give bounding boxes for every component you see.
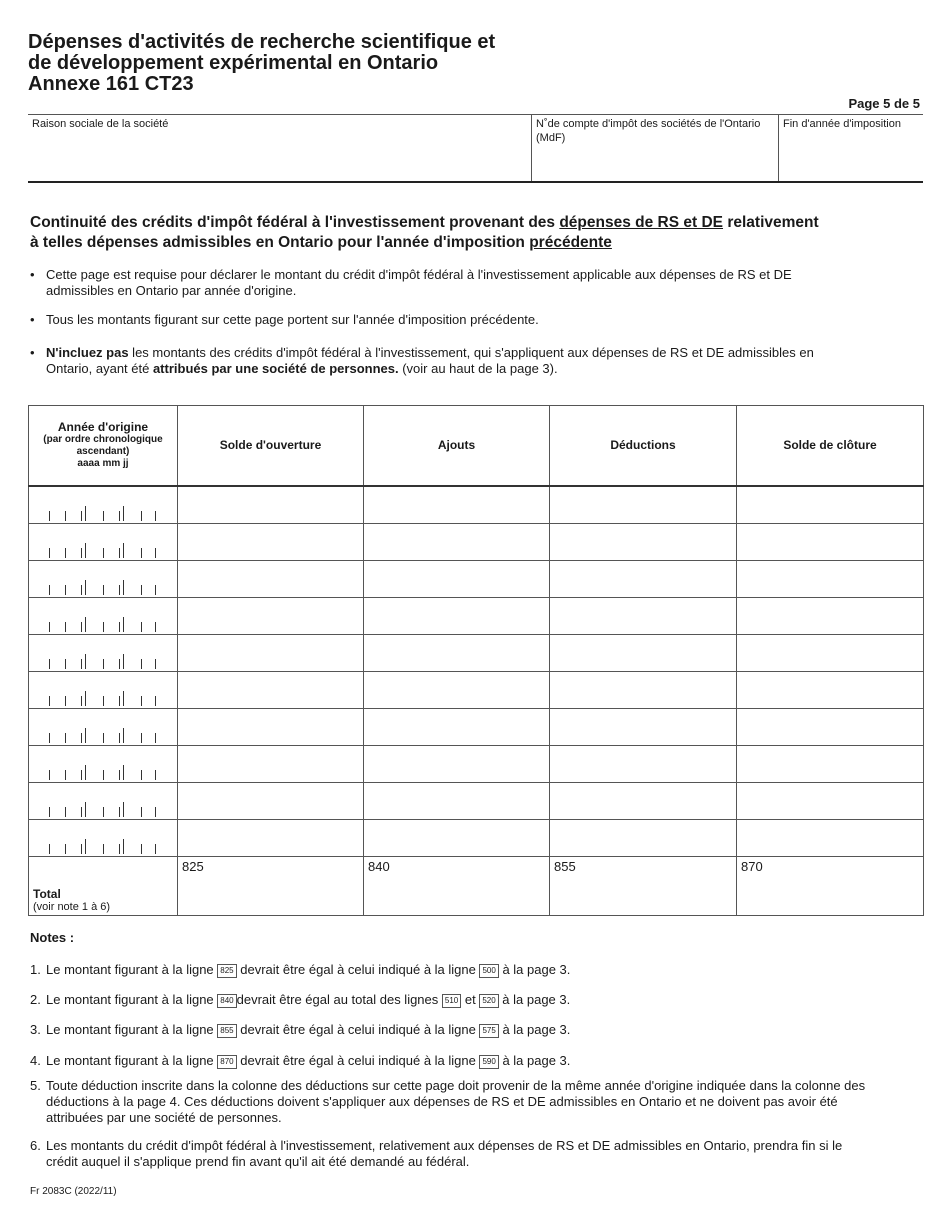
year-of-origin-cell[interactable]	[29, 560, 178, 597]
note-4-b: devrait être égal à celui indiqué à la ligne	[236, 1053, 480, 1068]
date-tick-marks	[29, 746, 177, 782]
date-tick	[49, 622, 50, 632]
deductions-cell[interactable]	[550, 560, 737, 597]
section-title-text-2: relativement à telles dépenses admissibles en Ontario pour l'année d'imposition	[30, 214, 819, 251]
table-row	[29, 819, 924, 856]
line-825: 825	[182, 858, 204, 874]
date-tick	[119, 770, 120, 780]
date-tick-marks	[29, 783, 177, 819]
instruction-3-bold-1: N'incluez pas	[46, 345, 129, 360]
note-2-c: et	[461, 992, 480, 1007]
line-ref-box: 590	[479, 1055, 498, 1069]
line-ref-box: 520	[479, 994, 498, 1008]
note-2-b: devrait être égal au total des lignes	[236, 992, 442, 1007]
closing-balance-cell[interactable]	[737, 745, 924, 782]
date-tick	[49, 585, 50, 595]
instruction-3-text-1: les montants des crédits d'impôt fédéral à l'investissement, qui s'appliquent aux dépenses de RS et DE admissibles en Ontario, ayant été	[46, 345, 814, 376]
instruction-3	[30, 345, 850, 377]
date-tick	[81, 659, 82, 669]
opening-balance-cell[interactable]	[178, 523, 364, 560]
date-tick	[119, 733, 120, 743]
table-row	[29, 523, 924, 560]
date-tick	[155, 585, 156, 595]
form-code: Fr 2083C (2022/11)	[30, 1186, 117, 1197]
closing-balance-cell[interactable]	[737, 597, 924, 634]
year-of-origin-cell[interactable]	[29, 486, 178, 524]
date-tick	[123, 691, 124, 706]
col-header-closing: Solde de clôture	[737, 406, 924, 486]
date-tick	[49, 770, 50, 780]
year-of-origin-cell[interactable]	[29, 523, 178, 560]
date-tick-marks	[29, 598, 177, 634]
date-tick	[103, 733, 104, 743]
opening-balance-cell[interactable]	[178, 560, 364, 597]
deductions-cell[interactable]	[550, 671, 737, 708]
year-of-origin-cell[interactable]	[29, 708, 178, 745]
date-tick	[65, 659, 66, 669]
note-4	[30, 1053, 870, 1069]
col-year-sub-2: ascendant)	[76, 445, 130, 457]
date-tick-marks	[29, 487, 177, 523]
date-tick-marks	[29, 820, 177, 856]
additions-cell[interactable]	[364, 597, 550, 634]
table-row	[29, 782, 924, 819]
section-title-text-1: Continuité des crédits d'impôt fédéral à l'investissement provenant des	[30, 214, 560, 231]
date-tick	[85, 765, 86, 780]
date-tick	[119, 696, 120, 706]
closing-balance-cell[interactable]	[737, 782, 924, 819]
section-title	[30, 213, 830, 253]
deductions-cell[interactable]	[550, 597, 737, 634]
line-ref-box: 840	[217, 994, 236, 1008]
deductions-cell[interactable]	[550, 819, 737, 856]
note-1-num: 1.	[30, 962, 41, 977]
date-tick	[49, 659, 50, 669]
opening-balance-cell[interactable]	[178, 782, 364, 819]
note-1-a: Le montant figurant à la ligne	[46, 962, 218, 977]
closing-balance-cell[interactable]	[737, 708, 924, 745]
date-tick	[155, 696, 156, 706]
year-of-origin-cell[interactable]	[29, 671, 178, 708]
table-row	[29, 597, 924, 634]
opening-balance-cell[interactable]	[178, 486, 364, 524]
corporation-name-field[interactable]: Raison sociale de la société	[32, 118, 169, 130]
date-tick	[65, 585, 66, 595]
additions-cell[interactable]	[364, 486, 550, 524]
date-tick	[119, 548, 120, 558]
date-tick	[81, 733, 82, 743]
date-tick	[123, 654, 124, 669]
year-of-origin-cell[interactable]	[29, 819, 178, 856]
additions-cell[interactable]	[364, 745, 550, 782]
date-tick	[119, 511, 120, 521]
date-tick	[155, 770, 156, 780]
date-tick	[65, 511, 66, 521]
date-tick-marks	[29, 635, 177, 671]
note-4-num: 4.	[30, 1053, 41, 1068]
date-tick	[141, 844, 142, 854]
date-tick	[119, 659, 120, 669]
date-tick	[81, 807, 82, 817]
date-tick	[123, 839, 124, 854]
table-row	[29, 745, 924, 782]
date-tick	[103, 770, 104, 780]
note-5-num: 5.	[30, 1078, 41, 1093]
instruction-2: • Tous les montants figurant sur cette page portent sur l'année d'imposition précédente.	[30, 312, 850, 328]
note-3-b: devrait être égal à celui indiqué à la ligne	[236, 1022, 480, 1037]
year-of-origin-cell[interactable]	[29, 745, 178, 782]
line-855: 855	[554, 858, 576, 874]
date-tick	[65, 807, 66, 817]
account-number-field[interactable]: N˚de compte d'impôt des sociétés de l'Ontario (MdF)	[531, 115, 778, 181]
opening-balance-cell[interactable]	[178, 634, 364, 671]
date-tick	[141, 733, 142, 743]
date-tick	[81, 585, 82, 595]
note-2-a: Le montant figurant à la ligne	[46, 992, 218, 1007]
date-tick	[81, 696, 82, 706]
date-tick	[65, 622, 66, 632]
total-deductions-855[interactable]	[550, 856, 737, 915]
additions-cell[interactable]	[364, 634, 550, 671]
date-tick	[103, 548, 104, 558]
date-tick	[85, 506, 86, 521]
additions-cell[interactable]	[364, 708, 550, 745]
date-tick	[123, 506, 124, 521]
page-number: Page 5 de 5	[848, 96, 920, 111]
note-3	[30, 1022, 870, 1038]
opening-balance-cell[interactable]	[178, 671, 364, 708]
title-line-1: Dépenses d'activités de recherche scientifique et	[28, 31, 496, 53]
date-tick	[103, 659, 104, 669]
date-tick	[49, 511, 50, 521]
table-row	[29, 560, 924, 597]
section-title-underline-1: dépenses de RS et DE	[559, 214, 724, 231]
note-6	[30, 1138, 870, 1170]
total-opening-825[interactable]	[178, 856, 364, 915]
closing-balance-cell[interactable]	[737, 671, 924, 708]
deductions-cell[interactable]	[550, 523, 737, 560]
col-year-sub-3: aaaa mm jj	[77, 457, 129, 469]
year-of-origin-cell[interactable]	[29, 634, 178, 671]
date-tick	[141, 511, 142, 521]
date-tick	[123, 580, 124, 595]
note-3-a: Le montant figurant à la ligne	[46, 1022, 218, 1037]
deductions-cell[interactable]	[550, 708, 737, 745]
col-year-label: Année d'origine	[57, 419, 149, 434]
date-tick-marks	[29, 524, 177, 560]
date-tick	[85, 580, 86, 595]
date-tick	[65, 733, 66, 743]
date-tick	[155, 511, 156, 521]
date-tick	[141, 770, 142, 780]
identification-header	[28, 114, 923, 183]
date-tick	[155, 659, 156, 669]
date-tick	[85, 654, 86, 669]
opening-balance-cell[interactable]	[178, 708, 364, 745]
note-6-text: Les montants du crédit d'impôt fédéral à l'investissement, relativement aux dépenses de RS et DE admissibles en Ontario, prendra fin si le crédit auquel il s'applique prend fin avant qu'il ait été demandé au fédéral.	[46, 1138, 843, 1169]
date-tick	[119, 585, 120, 595]
date-tick	[49, 696, 50, 706]
date-tick	[85, 802, 86, 817]
note-1-c: à la page 3.	[498, 962, 571, 977]
date-tick	[119, 844, 120, 854]
note-1-b: devrait être égal à celui indiqué à la ligne	[236, 962, 480, 977]
date-tick	[103, 585, 104, 595]
line-870: 870	[741, 858, 763, 874]
opening-balance-cell[interactable]	[178, 597, 364, 634]
date-tick	[81, 844, 82, 854]
note-5-text: Toute déduction inscrite dans la colonne des déductions sur cette page doit provenir de la même année d'origine indiquée dans la colonne des déductions à la page 4. Ces déductions doivent s'appliquer aux dépenses de RS et DE admissibles en Ontario et ne doivent pas avoir été attribuées par une société de personnes.	[46, 1078, 866, 1125]
closing-balance-cell[interactable]	[737, 634, 924, 671]
line-ref-box: 510	[442, 994, 461, 1008]
note-4-c: à la page 3.	[498, 1053, 571, 1068]
date-tick	[155, 622, 156, 632]
date-tick	[141, 659, 142, 669]
additions-cell[interactable]	[364, 819, 550, 856]
notes-title: Notes :	[30, 930, 75, 945]
date-tick	[141, 807, 142, 817]
tax-year-end-field[interactable]: Fin d'année d'imposition	[778, 115, 923, 181]
total-label-cell	[29, 856, 178, 915]
date-tick	[123, 802, 124, 817]
date-tick	[119, 807, 120, 817]
section-title-underline-2: précédente	[529, 234, 612, 251]
date-tick	[81, 548, 82, 558]
closing-balance-cell[interactable]	[737, 523, 924, 560]
note-2-d: à la page 3.	[498, 992, 571, 1007]
date-tick	[141, 622, 142, 632]
date-tick	[119, 622, 120, 632]
instruction-3-text-2: (voir au haut de la page 3).	[398, 361, 558, 376]
date-tick	[103, 844, 104, 854]
line-840: 840	[368, 858, 390, 874]
col-header-opening: Solde d'ouverture	[178, 406, 364, 486]
date-tick	[123, 617, 124, 632]
date-tick	[155, 548, 156, 558]
date-tick	[49, 733, 50, 743]
deductions-cell[interactable]	[550, 782, 737, 819]
note-5	[30, 1078, 870, 1126]
date-tick	[155, 844, 156, 854]
closing-balance-cell[interactable]	[737, 819, 924, 856]
table-row	[29, 634, 924, 671]
date-tick	[85, 839, 86, 854]
date-tick	[85, 728, 86, 743]
closing-balance-cell[interactable]	[737, 560, 924, 597]
date-tick	[141, 548, 142, 558]
date-tick	[49, 807, 50, 817]
date-tick	[155, 807, 156, 817]
closing-balance-cell[interactable]	[737, 486, 924, 524]
title-line-2: de développement expérimental en Ontario	[28, 52, 439, 74]
date-tick	[49, 548, 50, 558]
col-year-sub-1: (par ordre chronologique	[43, 433, 163, 445]
line-ref-box: 500	[479, 964, 498, 978]
total-note: (voir note 1 à 6)	[33, 900, 111, 913]
date-tick	[49, 844, 50, 854]
continuity-table	[28, 405, 924, 916]
total-closing-870[interactable]	[737, 856, 924, 915]
date-tick	[123, 765, 124, 780]
table-row	[29, 708, 924, 745]
note-1	[30, 962, 870, 978]
instruction-3-bold-2: attribués par une société de personnes.	[152, 361, 399, 376]
date-tick	[123, 543, 124, 558]
line-ref-box: 825	[217, 964, 236, 978]
additions-cell[interactable]	[364, 782, 550, 819]
line-ref-box: 855	[217, 1024, 236, 1038]
date-tick	[123, 728, 124, 743]
table-row	[29, 486, 924, 524]
instruction-1: • Cette page est requise pour déclarer le montant du crédit d'impôt fédéral à l'investissement applicable aux dépenses de RS et DE admissibles en Ontario par année d'origine.	[30, 267, 850, 299]
col-header-additions: Ajouts	[364, 406, 550, 486]
date-tick	[81, 770, 82, 780]
date-tick-marks	[29, 561, 177, 597]
col-header-deductions: Déductions	[550, 406, 737, 486]
total-row	[29, 856, 924, 915]
date-tick	[85, 617, 86, 632]
additions-cell[interactable]	[364, 560, 550, 597]
date-tick	[141, 585, 142, 595]
date-tick	[103, 807, 104, 817]
date-tick-marks	[29, 672, 177, 708]
total-additions-840[interactable]	[364, 856, 550, 915]
note-3-c: à la page 3.	[498, 1022, 571, 1037]
title-line-3: Annexe 161 CT23	[28, 73, 194, 95]
col-header-year	[29, 406, 178, 486]
deductions-cell[interactable]	[550, 745, 737, 782]
deductions-cell[interactable]	[550, 634, 737, 671]
note-3-num: 3.	[30, 1022, 41, 1037]
year-of-origin-cell[interactable]	[29, 782, 178, 819]
deductions-cell[interactable]	[550, 486, 737, 524]
table-row	[29, 671, 924, 708]
note-2	[30, 992, 870, 1008]
form-title	[28, 32, 628, 95]
note-2-num: 2.	[30, 992, 41, 1007]
opening-balance-cell[interactable]	[178, 745, 364, 782]
date-tick	[85, 543, 86, 558]
date-tick	[81, 622, 82, 632]
date-tick	[65, 696, 66, 706]
year-of-origin-cell[interactable]	[29, 597, 178, 634]
date-tick	[103, 511, 104, 521]
note-6-num: 6.	[30, 1138, 41, 1153]
date-tick	[141, 696, 142, 706]
date-tick	[155, 733, 156, 743]
total-label: Total	[33, 886, 61, 901]
line-ref-box: 870	[217, 1055, 236, 1069]
date-tick	[103, 696, 104, 706]
line-ref-box: 575	[479, 1024, 498, 1038]
date-tick	[65, 770, 66, 780]
date-tick	[65, 844, 66, 854]
note-4-a: Le montant figurant à la ligne	[46, 1053, 218, 1068]
additions-cell[interactable]	[364, 671, 550, 708]
opening-balance-cell[interactable]	[178, 819, 364, 856]
date-tick	[81, 511, 82, 521]
date-tick	[65, 548, 66, 558]
date-tick-marks	[29, 709, 177, 745]
date-tick	[103, 622, 104, 632]
date-tick	[85, 691, 86, 706]
additions-cell[interactable]	[364, 523, 550, 560]
